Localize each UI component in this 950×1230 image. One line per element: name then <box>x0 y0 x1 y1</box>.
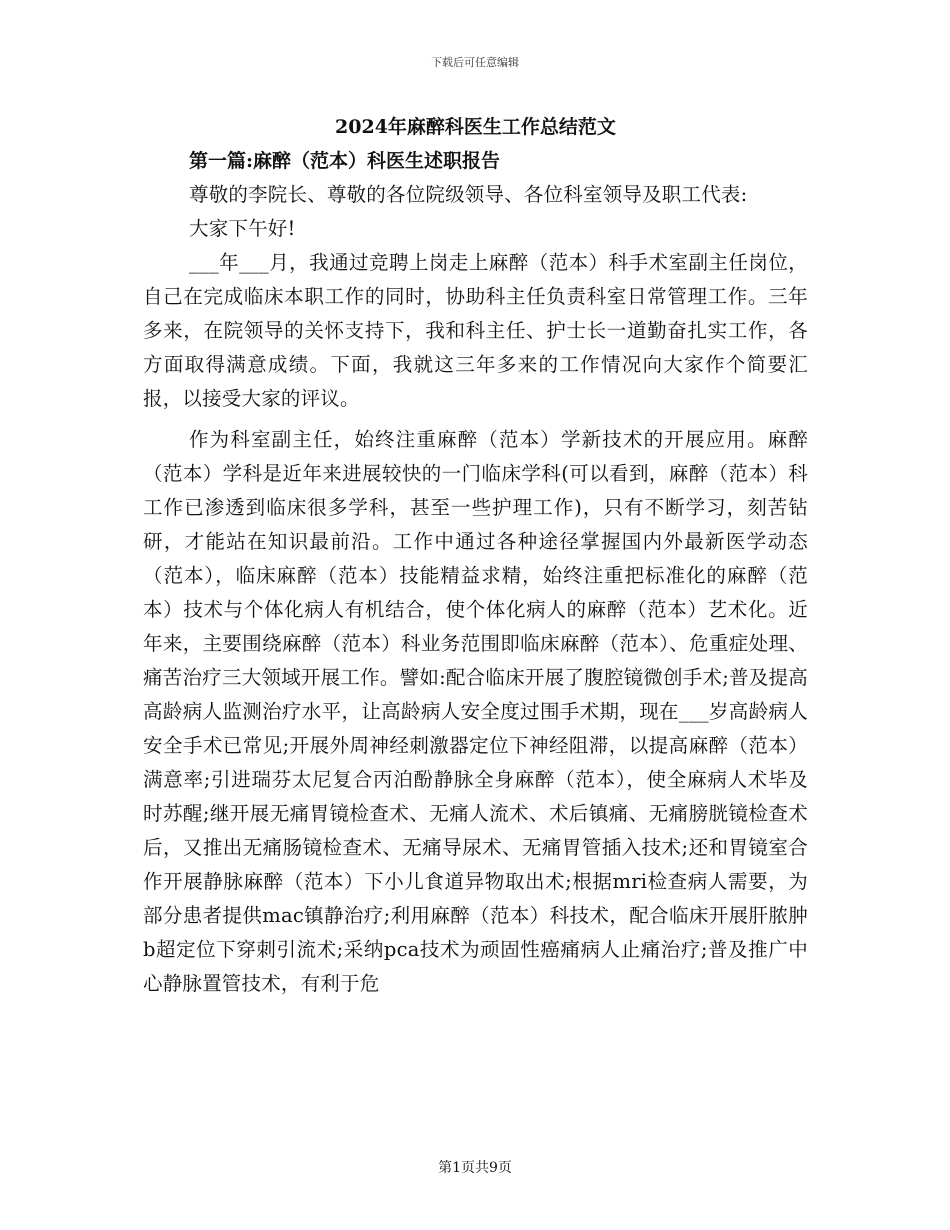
section-heading: 第一篇:麻醉（范本）科医生述职报告 <box>189 150 501 172</box>
document-body <box>143 112 808 1001</box>
page-number: 第1页共9页 <box>438 1160 512 1176</box>
header-note: 下载后可任意编辑 <box>431 56 519 69</box>
paragraph-1: ___年___月，我通过竞聘上岗走上麻醉（范本）科手术室副主任岗位，自己在完成临床本职工作的同时，协助科主任负责科室日常管理工作。三年多来，在院领导的关怀支持下，我和科主任、护士长一道勤奋扎实工作，各方面取得满意成绩。下面，我就这三年多来的工作情况向大家作个简要汇报，以接受大家的评议。 <box>143 251 808 410</box>
document-title: 2024年麻醉科医生工作总结范文 <box>335 116 616 138</box>
greeting: 大家下午好! <box>189 217 296 240</box>
paragraph-2: 作为科室副主任，始终注重麻醉（范本）学新技术的开展应用。麻醉（范本）学科是近年来进展较快的一门临床学科(可以看到，麻醉（范本）科工作已渗透到临床很多学科，甚至一些护理工作)，只有不断学习，刻苦钻研，才能站在知识最前沿。工作中通过各种途径掌握国内外最新医学动态（范本），临床麻醉（范本）技能精益求精，始终注重把标准化的麻醉（范本）技术与个体化病人有机结合，使个体化病人的麻醉（范本）艺术化。近年来，主要围绕麻醉（范本）科业务范围即临床麻醉（范本）、危重症处理、痛苦治疗三大领域开展工作。譬如:配合临床开展了腹腔镜微创手术;普及提高高龄病人监测治疗水平，让高龄病人安全度过围手术期，现在___岁高龄病人安全手术已常见;开展外周神经刺激器定位下神经阻滞，以提高麻醉（范本）满意率;引进瑞芬太尼复合丙泊酚静脉全身麻醉（范本），使全麻病人术毕及时苏醒;继开展无痛胃镜检查术、无痛人流术、术后镇痛、无痛膀胱镜检查术后，又推出无痛肠镜检查术、无痛导尿术、无痛胃管插入技术;还和胃镜室合作开展静脉麻醉（范本）下小儿食道异物取出术;根据mri检查病人需要，为部分患者提供mac镇静治疗;利用麻醉（范本）科技术，配合临床开展肝脓肿b超定位下穿刺引流术;采纳pca技术为顽固性癌痛病人止痛治疗;普及推广中心静脉置管技术，有利于危 <box>143 428 808 995</box>
salutation: 尊敬的李院长、尊敬的各位院级领导、各位科室领导及职工代表: <box>189 183 748 206</box>
